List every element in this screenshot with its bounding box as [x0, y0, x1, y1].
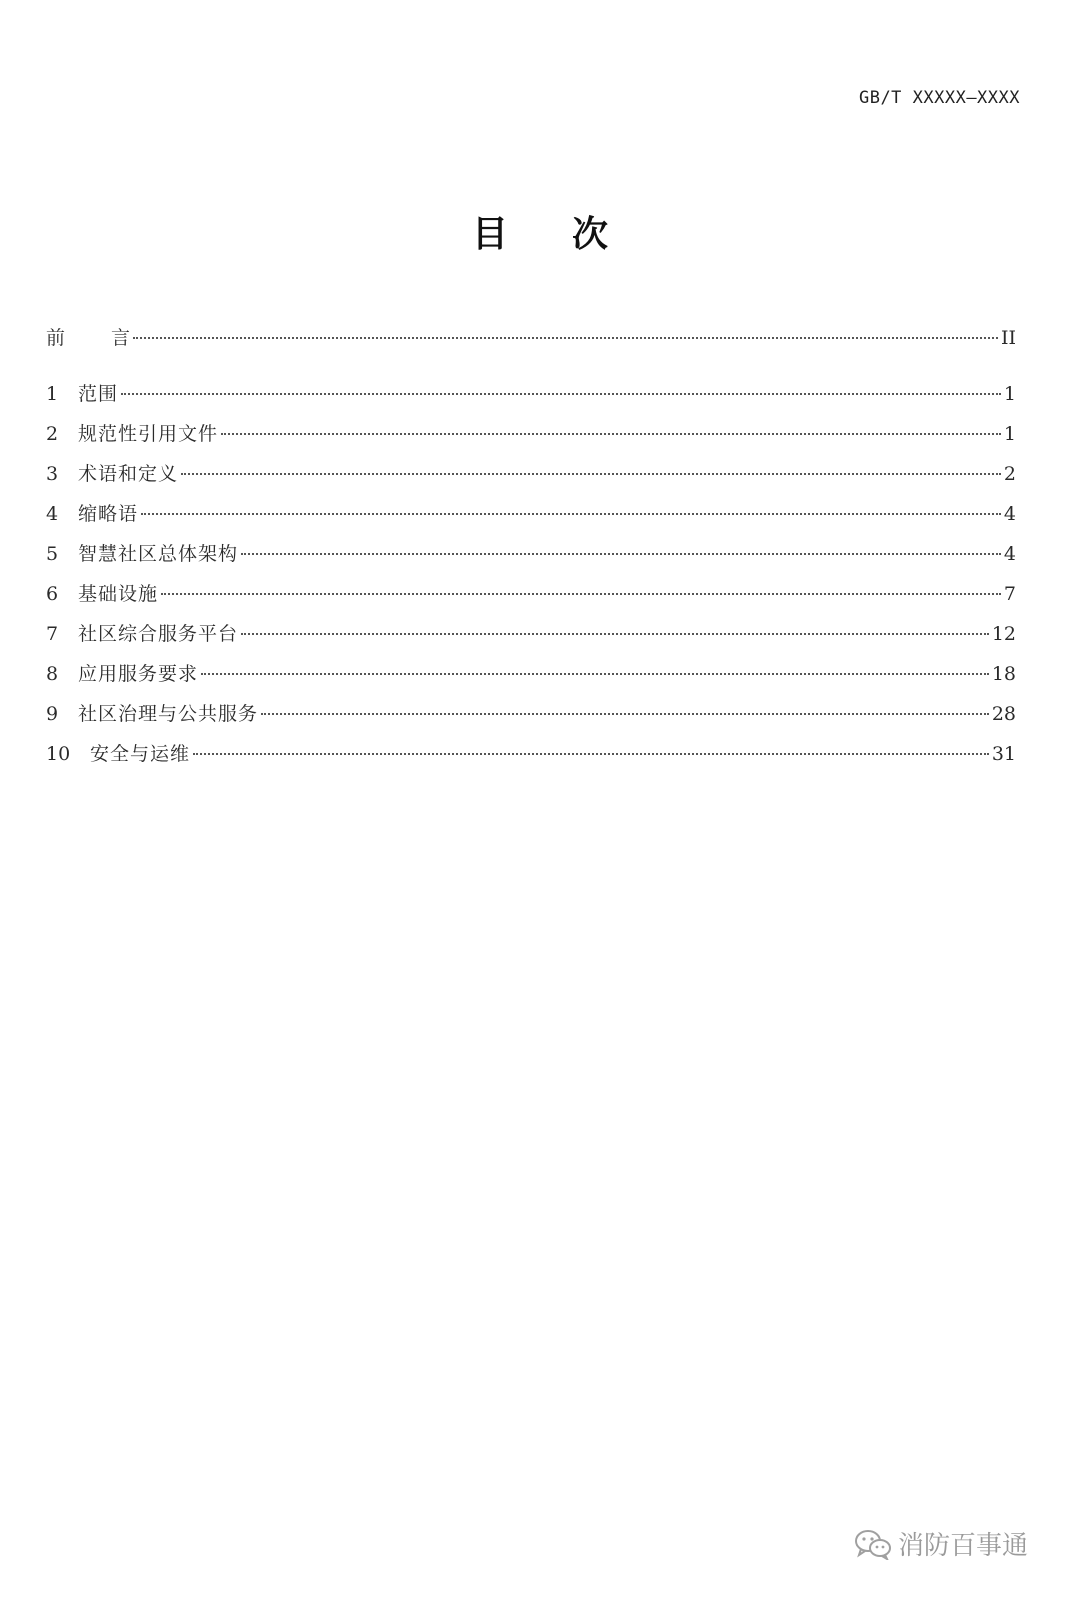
- toc-entry[interactable]: [46, 381, 1016, 407]
- watermark: [854, 1525, 1028, 1562]
- toc-leader: [193, 753, 989, 755]
- toc-entry[interactable]: [46, 541, 1016, 567]
- toc-section-label: 规范性引用文件: [78, 423, 219, 445]
- title-char-1: 目: [471, 214, 508, 255]
- page-title: [0, 206, 1080, 257]
- toc-section-number: 6: [46, 583, 59, 605]
- toc-section-label: 范围: [78, 383, 119, 405]
- toc-entry[interactable]: [46, 661, 1016, 687]
- toc-entry[interactable]: [46, 581, 1016, 607]
- toc-entry[interactable]: [46, 421, 1016, 447]
- toc-section-label: 缩略语: [78, 503, 139, 525]
- toc-section-number: 7: [46, 623, 59, 645]
- toc-page-number: 2: [1003, 463, 1016, 485]
- toc-section-number: 9: [46, 703, 59, 725]
- toc-page-number: 18: [991, 663, 1016, 685]
- toc-page-number: 4: [1003, 503, 1016, 525]
- toc-leader: [201, 673, 989, 675]
- toc-page-number: 28: [991, 703, 1016, 725]
- toc-leader: [141, 513, 1001, 515]
- toc-leader: [133, 337, 998, 339]
- toc-entry[interactable]: [46, 701, 1016, 727]
- toc-leader: [121, 393, 1001, 395]
- wechat-icon: [854, 1528, 892, 1560]
- toc-page-number: 7: [1003, 583, 1016, 605]
- toc-section-label: 安全与运维: [90, 743, 191, 765]
- toc-entry[interactable]: [46, 741, 1016, 767]
- toc-section-label: 应用服务要求: [78, 663, 199, 685]
- toc-section-number: 10: [46, 743, 71, 765]
- document-code: GB/T XXXXX—XXXX: [858, 88, 1020, 108]
- toc-section-label: 术语和定义: [78, 463, 179, 485]
- toc-section-label: 基础设施: [78, 583, 159, 605]
- toc-leader: [161, 593, 1001, 595]
- toc-page-number: 4: [1003, 543, 1016, 565]
- toc-section-label: 社区综合服务平台: [78, 623, 239, 645]
- table-of-contents: [46, 325, 1016, 767]
- toc-entry[interactable]: [46, 621, 1016, 647]
- watermark-text: 消防百事通: [897, 1531, 1028, 1561]
- toc-section-number: 4: [46, 503, 59, 525]
- toc-page-number: 1: [1003, 383, 1016, 405]
- toc-leader: [221, 433, 1001, 435]
- toc-page-number: 31: [991, 743, 1016, 765]
- toc-section-number: 1: [46, 383, 59, 405]
- toc-section-label: 社区治理与公共服务: [78, 703, 259, 725]
- toc-leader: [241, 633, 989, 635]
- toc-page-number: 1: [1003, 423, 1016, 445]
- toc-page-number: II: [1000, 327, 1016, 349]
- toc-section-label: 智慧社区总体架构: [78, 543, 239, 565]
- title-char-2: 次: [572, 214, 609, 255]
- toc-section-number: 8: [46, 663, 59, 685]
- toc-section-number: 5: [46, 543, 59, 565]
- toc-leader: [181, 473, 1001, 475]
- toc-leader: [241, 553, 1001, 555]
- toc-entry[interactable]: [46, 501, 1016, 527]
- toc-section-number: 3: [46, 463, 59, 485]
- toc-page-number: 12: [991, 623, 1016, 645]
- toc-label-preface: 前 言: [46, 327, 131, 349]
- toc-leader: [261, 713, 989, 715]
- toc-entry[interactable]: [46, 461, 1016, 487]
- toc-entry-preface[interactable]: [46, 325, 1016, 351]
- toc-section-number: 2: [46, 423, 59, 445]
